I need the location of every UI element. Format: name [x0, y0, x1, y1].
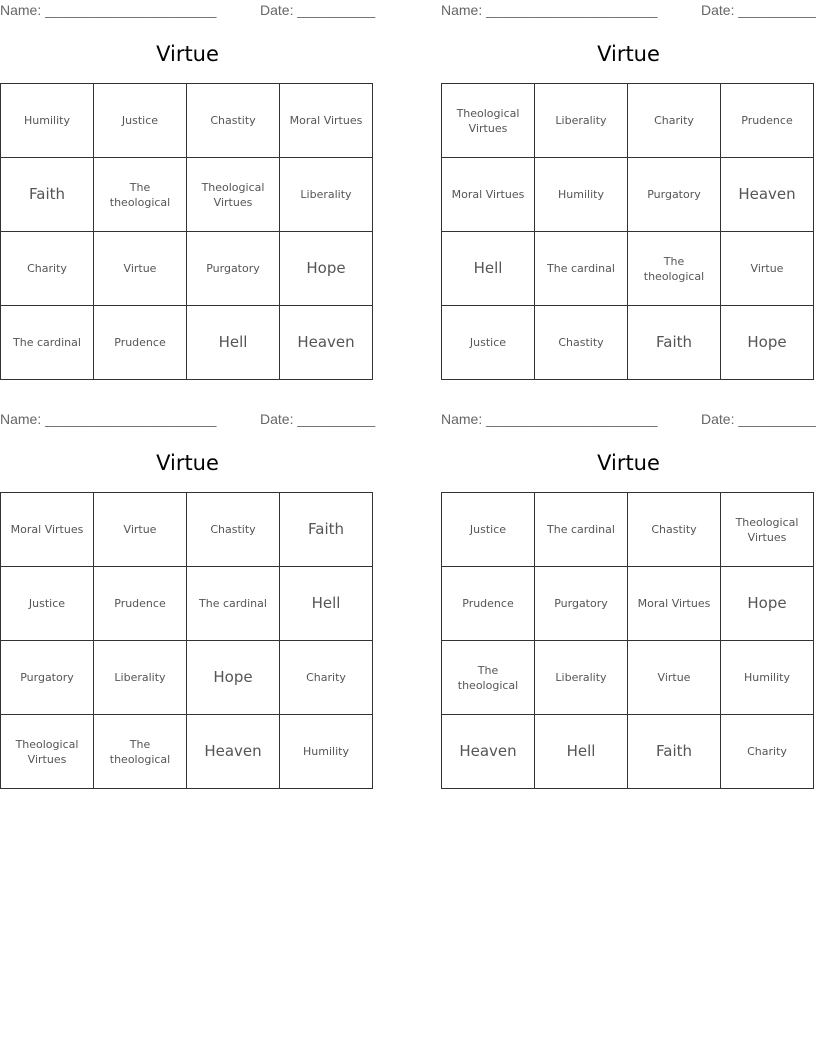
card-title: Virtue: [597, 42, 660, 66]
grid-cell: Moral Virtues: [442, 158, 535, 232]
card-header: [441, 409, 816, 431]
grid-cell: Heaven: [721, 158, 814, 232]
name-field-label: Name: ______________________: [0, 2, 217, 18]
grid-cell: Purgatory: [1, 641, 94, 715]
grid-cell: Justice: [442, 493, 535, 567]
bingo-grid: [441, 492, 814, 789]
card-header: [0, 0, 375, 22]
grid-cell: Purgatory: [535, 567, 628, 641]
date-field-label: Date: __________: [701, 411, 816, 427]
grid-cell: Humility: [280, 715, 373, 789]
grid-cell: Hope: [721, 306, 814, 380]
card-title: Virtue: [156, 451, 219, 475]
card-header: [441, 0, 816, 22]
card-title: Virtue: [156, 42, 219, 66]
grid-cell: Prudence: [442, 567, 535, 641]
grid-cell: Prudence: [721, 84, 814, 158]
grid-row: [442, 567, 814, 641]
grid-row: [442, 84, 814, 158]
grid-row: [1, 715, 373, 789]
grid-cell: The theological: [94, 715, 187, 789]
grid-cell: Moral Virtues: [628, 567, 721, 641]
grid-cell: Justice: [442, 306, 535, 380]
grid-cell: Charity: [1, 232, 94, 306]
grid-cell: Moral Virtues: [280, 84, 373, 158]
grid-cell: Faith: [1, 158, 94, 232]
grid-row: [1, 567, 373, 641]
grid-cell: Justice: [94, 84, 187, 158]
grid-cell: Theological Virtues: [1, 715, 94, 789]
grid-row: [442, 641, 814, 715]
grid-row: [1, 641, 373, 715]
grid-cell: Chastity: [628, 493, 721, 567]
name-field-label: Name: ______________________: [0, 411, 217, 427]
grid-cell: Chastity: [187, 84, 280, 158]
grid-cell: Chastity: [535, 306, 628, 380]
grid-row: [442, 158, 814, 232]
grid-cell: The theological: [442, 641, 535, 715]
grid-cell: Charity: [721, 715, 814, 789]
grid-cell: Heaven: [187, 715, 280, 789]
grid-row: [1, 158, 373, 232]
bingo-grid: [441, 83, 814, 380]
grid-cell: Virtue: [721, 232, 814, 306]
grid-cell: Hell: [187, 306, 280, 380]
grid-cell: Moral Virtues: [1, 493, 94, 567]
bingo-card-3: [0, 409, 376, 766]
grid-cell: Heaven: [280, 306, 373, 380]
grid-cell: Justice: [1, 567, 94, 641]
date-field-label: Date: __________: [260, 411, 376, 427]
bingo-card-4: [441, 409, 816, 760]
grid-cell: Faith: [628, 715, 721, 789]
grid-row: [1, 306, 373, 380]
grid-row: [442, 232, 814, 306]
grid-cell: Humility: [721, 641, 814, 715]
grid-cell: Virtue: [94, 232, 187, 306]
bingo-card-1: [0, 0, 376, 351]
grid-cell: Virtue: [628, 641, 721, 715]
grid-cell: Liberality: [535, 641, 628, 715]
grid-cell: Liberality: [535, 84, 628, 158]
grid-cell: Hope: [280, 232, 373, 306]
grid-cell: Virtue: [94, 493, 187, 567]
grid-cell: Hell: [442, 232, 535, 306]
grid-cell: Theological Virtues: [187, 158, 280, 232]
grid-cell: The cardinal: [535, 493, 628, 567]
name-field-label: Name: ______________________: [441, 2, 658, 18]
grid-row: [442, 715, 814, 789]
grid-cell: Prudence: [94, 567, 187, 641]
grid-cell: Heaven: [442, 715, 535, 789]
grid-cell: Liberality: [280, 158, 373, 232]
grid-row: [442, 306, 814, 380]
bingo-grid: [0, 492, 373, 789]
grid-row: [1, 232, 373, 306]
date-field-label: Date: __________: [701, 2, 816, 18]
grid-cell: Theological Virtues: [442, 84, 535, 158]
grid-cell: Chastity: [187, 493, 280, 567]
grid-cell: Hell: [535, 715, 628, 789]
grid-cell: Faith: [628, 306, 721, 380]
grid-cell: Humility: [1, 84, 94, 158]
grid-cell: The theological: [94, 158, 187, 232]
date-field-label: Date: __________: [260, 2, 376, 18]
grid-cell: The theological: [628, 232, 721, 306]
grid-cell: Purgatory: [187, 232, 280, 306]
grid-cell: Charity: [280, 641, 373, 715]
grid-cell: Charity: [628, 84, 721, 158]
grid-cell: Hell: [280, 567, 373, 641]
grid-cell: The cardinal: [535, 232, 628, 306]
grid-row: [442, 493, 814, 567]
grid-cell: The cardinal: [1, 306, 94, 380]
grid-cell: Hope: [721, 567, 814, 641]
grid-cell: Theological Virtues: [721, 493, 814, 567]
bingo-card-2: [441, 0, 816, 351]
card-header: [0, 409, 375, 431]
grid-cell: The cardinal: [187, 567, 280, 641]
grid-cell: Faith: [280, 493, 373, 567]
grid-row: [1, 84, 373, 158]
card-title: Virtue: [597, 451, 660, 475]
grid-cell: Humility: [535, 158, 628, 232]
name-field-label: Name: ______________________: [441, 411, 658, 427]
grid-cell: Liberality: [94, 641, 187, 715]
grid-cell: Prudence: [94, 306, 187, 380]
grid-cell: Hope: [187, 641, 280, 715]
grid-row: [1, 493, 373, 567]
grid-cell: Purgatory: [628, 158, 721, 232]
bingo-grid: [0, 83, 373, 380]
